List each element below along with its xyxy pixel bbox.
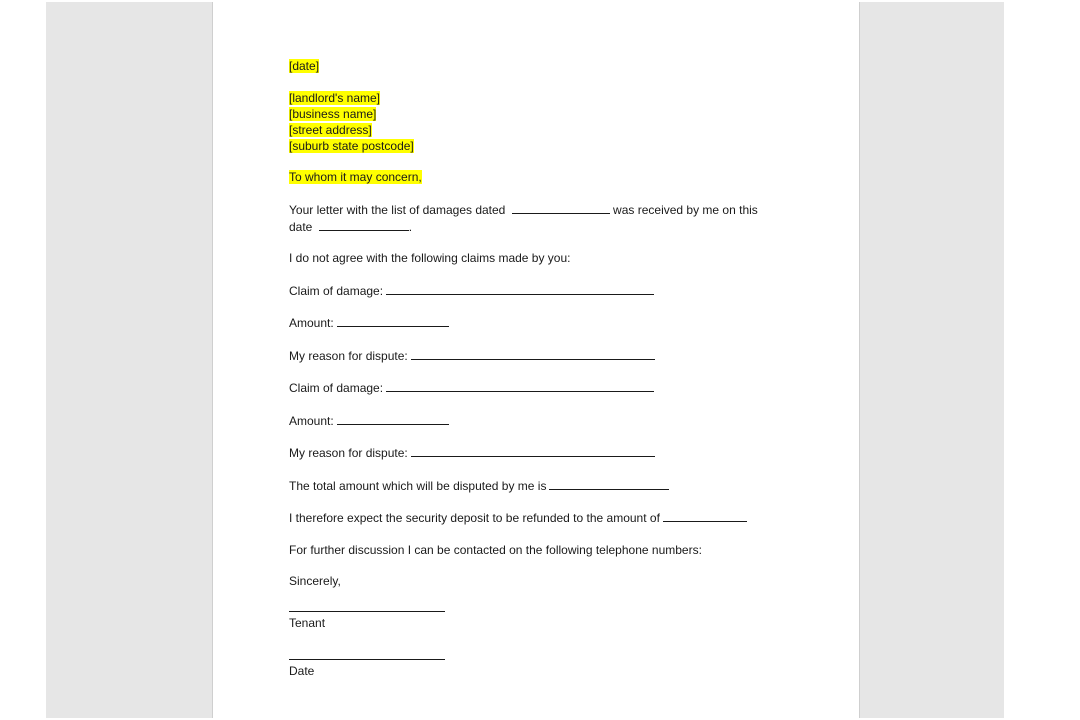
claim-blank-2[interactable]: [386, 379, 654, 392]
amount-line-2: Amount:: [289, 412, 809, 429]
total-disputed-line: The total amount which will be disputed by me is: [289, 477, 809, 494]
claim-line-1: Claim of damage:: [289, 282, 809, 299]
tenant-label: Tenant: [289, 616, 326, 630]
salutation: To whom it may concern,: [289, 170, 422, 184]
intro-paragraph: Your letter with the list of damages dated was received by me on this date .: [289, 202, 758, 234]
claim-blank-1[interactable]: [386, 282, 654, 295]
landlord-name-placeholder: [landlord's name]: [289, 90, 381, 105]
reason-line-2: My reason for dispute:: [289, 444, 809, 461]
contact-line: For further discussion I can be contacted on the following telephone numbers:: [289, 542, 702, 557]
amount-line-1: Amount:: [289, 314, 809, 331]
signature-date-line[interactable]: [289, 659, 445, 660]
reason-blank-1[interactable]: [411, 347, 655, 360]
document-page: [212, 2, 860, 718]
reason-line-1: My reason for dispute:: [289, 347, 809, 364]
closing: Sincerely,: [289, 574, 341, 588]
street-address-placeholder: [street address]: [289, 122, 372, 137]
amount-blank-1[interactable]: [337, 314, 449, 327]
date-placeholder: [date]: [289, 59, 320, 73]
letter-body: [289, 58, 809, 679]
business-name-placeholder: [business name]: [289, 106, 377, 121]
document-viewer: [46, 2, 1004, 718]
refund-line: I therefore expect the security deposit to be refunded to the amount of: [289, 509, 809, 526]
date-label: Date: [289, 664, 315, 678]
recipient-address: [289, 90, 809, 154]
disagree-statement: I do not agree with the following claims made by you:: [289, 251, 571, 265]
received-date-blank[interactable]: [319, 218, 409, 231]
damages-date-blank[interactable]: [512, 201, 610, 214]
refund-blank[interactable]: [663, 509, 747, 522]
suburb-placeholder: [suburb state postcode]: [289, 138, 414, 153]
signature-line[interactable]: [289, 611, 445, 612]
claim-line-2: Claim of damage:: [289, 379, 809, 396]
amount-blank-2[interactable]: [337, 412, 449, 425]
reason-blank-2[interactable]: [411, 444, 655, 457]
total-blank[interactable]: [549, 477, 669, 490]
